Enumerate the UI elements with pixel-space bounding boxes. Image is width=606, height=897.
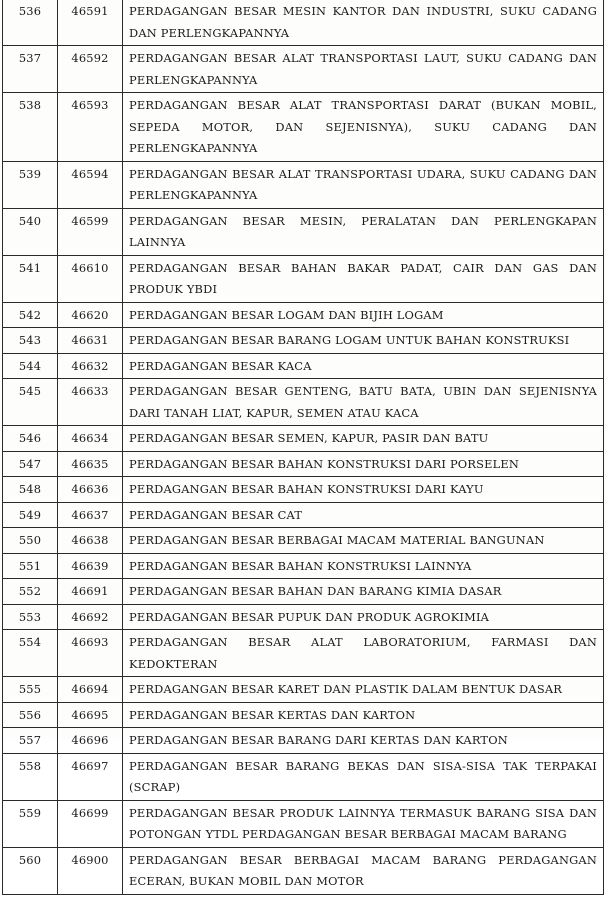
table-row	[3, 46, 604, 93]
kbli-description: PERDAGANGAN BESAR BAHAN KONSTRUKSI DARI KAYU	[123, 477, 604, 503]
kbli-code: 46633	[58, 379, 123, 426]
kbli-code: 46694	[58, 677, 123, 703]
row-number: 557	[3, 728, 58, 754]
row-number: 544	[3, 353, 58, 379]
kbli-description: PERDAGANGAN BESAR SEMEN, KAPUR, PASIR DAN BATU	[123, 426, 604, 452]
table-row	[3, 753, 604, 800]
row-number: 559	[3, 800, 58, 847]
row-number: 537	[3, 46, 58, 93]
kbli-description: PERDAGANGAN BESAR CAT	[123, 502, 604, 528]
row-number: 536	[3, 0, 58, 46]
row-number: 558	[3, 753, 58, 800]
row-number: 545	[3, 379, 58, 426]
kbli-code: 46696	[58, 728, 123, 754]
row-number: 554	[3, 630, 58, 677]
row-number: 538	[3, 93, 58, 162]
kbli-description: PERDAGANGAN BESAR BARANG BEKAS DAN SISA-SISA TAK TERPAKAI (SCRAP)	[123, 753, 604, 800]
table-row	[3, 800, 604, 847]
table-row	[3, 502, 604, 528]
kbli-code: 46634	[58, 426, 123, 452]
table-row	[3, 328, 604, 354]
row-number: 543	[3, 328, 58, 354]
table-row	[3, 677, 604, 703]
table-row	[3, 353, 604, 379]
table-row	[3, 426, 604, 452]
kbli-description: PERDAGANGAN BESAR BERBAGAI MACAM BARANG PERDAGANGAN ECERAN, BUKAN MOBIL DAN MOTOR	[123, 847, 604, 894]
kbli-table	[2, 0, 604, 895]
row-number: 541	[3, 255, 58, 302]
kbli-description: PERDAGANGAN BESAR ALAT LABORATORIUM, FARMASI DAN KEDOKTERAN	[123, 630, 604, 677]
row-number: 546	[3, 426, 58, 452]
kbli-code: 46599	[58, 208, 123, 255]
kbli-code: 46639	[58, 553, 123, 579]
kbli-code: 46593	[58, 93, 123, 162]
row-number: 547	[3, 451, 58, 477]
kbli-code: 46620	[58, 302, 123, 328]
kbli-code: 46594	[58, 161, 123, 208]
kbli-description: PERDAGANGAN BESAR BARANG DARI KERTAS DAN KARTON	[123, 728, 604, 754]
kbli-description: PERDAGANGAN BESAR BAHAN KONSTRUKSI DARI PORSELEN	[123, 451, 604, 477]
kbli-description: PERDAGANGAN BESAR BERBAGAI MACAM MATERIAL BANGUNAN	[123, 528, 604, 554]
kbli-description: PERDAGANGAN BESAR BAHAN DAN BARANG KIMIA DASAR	[123, 579, 604, 605]
table-row	[3, 0, 604, 46]
table-row	[3, 847, 604, 894]
kbli-description: PERDAGANGAN BESAR BARANG LOGAM UNTUK BAHAN KONSTRUKSI	[123, 328, 604, 354]
kbli-code: 46638	[58, 528, 123, 554]
kbli-code: 46691	[58, 579, 123, 605]
kbli-code: 46637	[58, 502, 123, 528]
kbli-code: 46697	[58, 753, 123, 800]
table-row	[3, 630, 604, 677]
row-number: 540	[3, 208, 58, 255]
row-number: 550	[3, 528, 58, 554]
table-row	[3, 553, 604, 579]
kbli-description: PERDAGANGAN BESAR BAHAN KONSTRUKSI LAINNYA	[123, 553, 604, 579]
kbli-description: PERDAGANGAN BESAR KACA	[123, 353, 604, 379]
kbli-code: 46592	[58, 46, 123, 93]
table-row	[3, 208, 604, 255]
kbli-description: PERDAGANGAN BESAR ALAT TRANSPORTASI DARAT (BUKAN MOBIL, SEPEDA MOTOR, DAN SEJENISNYA), SUKU CADANG DAN PERLENGKAPANNYA	[123, 93, 604, 162]
row-number: 548	[3, 477, 58, 503]
row-number: 552	[3, 579, 58, 605]
table-row	[3, 702, 604, 728]
kbli-description: PERDAGANGAN BESAR PUPUK DAN PRODUK AGROKIMIA	[123, 604, 604, 630]
row-number: 551	[3, 553, 58, 579]
table-row	[3, 477, 604, 503]
kbli-description: PERDAGANGAN BESAR PRODUK LAINNYA TERMASUK BARANG SISA DAN POTONGAN YTDL PERDAGANGAN BESAR BERBAGAI MACAM BARANG	[123, 800, 604, 847]
table-row	[3, 579, 604, 605]
kbli-description: PERDAGANGAN BESAR LOGAM DAN BIJIH LOGAM	[123, 302, 604, 328]
kbli-code: 46632	[58, 353, 123, 379]
kbli-code: 46692	[58, 604, 123, 630]
table-row	[3, 255, 604, 302]
table-row	[3, 161, 604, 208]
kbli-description: PERDAGANGAN BESAR MESIN KANTOR DAN INDUSTRI, SUKU CADANG DAN PERLENGKAPANNYA	[123, 0, 604, 46]
table-row	[3, 451, 604, 477]
kbli-code: 46693	[58, 630, 123, 677]
kbli-code: 46610	[58, 255, 123, 302]
kbli-description: PERDAGANGAN BESAR KARET DAN PLASTIK DALAM BENTUK DASAR	[123, 677, 604, 703]
row-number: 553	[3, 604, 58, 630]
row-number: 539	[3, 161, 58, 208]
kbli-description: PERDAGANGAN BESAR GENTENG, BATU BATA, UBIN DAN SEJENISNYA DARI TANAH LIAT, KAPUR, SEMEN ATAU KACA	[123, 379, 604, 426]
table-row	[3, 728, 604, 754]
row-number: 556	[3, 702, 58, 728]
kbli-code: 46695	[58, 702, 123, 728]
kbli-code: 46635	[58, 451, 123, 477]
row-number: 560	[3, 847, 58, 894]
table-row	[3, 528, 604, 554]
kbli-description: PERDAGANGAN BESAR BAHAN BAKAR PADAT, CAIR DAN GAS DAN PRODUK YBDI	[123, 255, 604, 302]
row-number: 555	[3, 677, 58, 703]
kbli-table-body	[3, 0, 604, 894]
table-row	[3, 302, 604, 328]
kbli-code: 46591	[58, 0, 123, 46]
table-row	[3, 93, 604, 162]
kbli-code: 46900	[58, 847, 123, 894]
kbli-description: PERDAGANGAN BESAR ALAT TRANSPORTASI LAUT, SUKU CADANG DAN PERLENGKAPANNYA	[123, 46, 604, 93]
row-number: 542	[3, 302, 58, 328]
row-number: 549	[3, 502, 58, 528]
kbli-code: 46631	[58, 328, 123, 354]
kbli-description: PERDAGANGAN BESAR KERTAS DAN KARTON	[123, 702, 604, 728]
kbli-code: 46699	[58, 800, 123, 847]
kbli-code: 46636	[58, 477, 123, 503]
table-row	[3, 604, 604, 630]
table-row	[3, 379, 604, 426]
kbli-description: PERDAGANGAN BESAR ALAT TRANSPORTASI UDARA, SUKU CADANG DAN PERLENGKAPANNYA	[123, 161, 604, 208]
kbli-description: PERDAGANGAN BESAR MESIN, PERALATAN DAN PERLENGKAPAN LAINNYA	[123, 208, 604, 255]
